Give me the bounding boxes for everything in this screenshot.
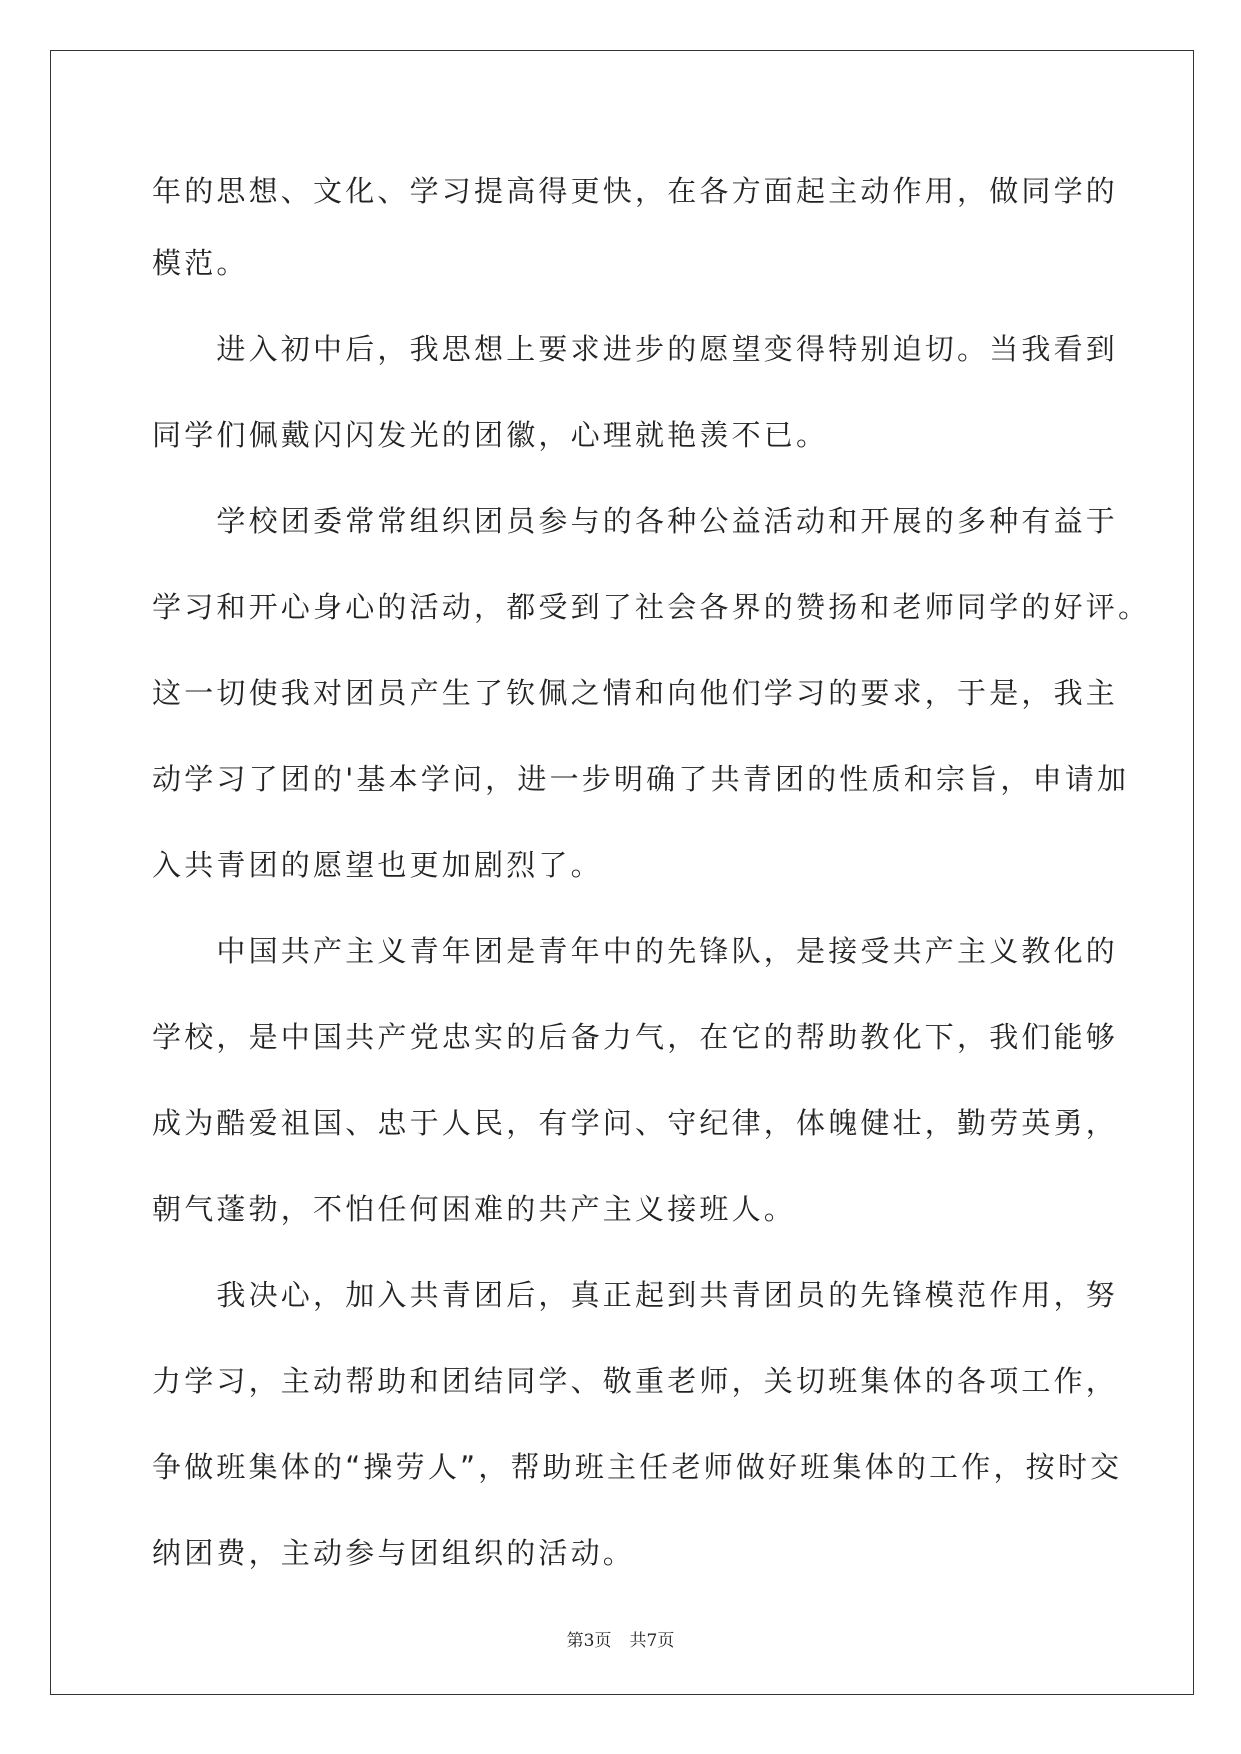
text-line: 模范。 — [152, 246, 249, 280]
page-number-total: 共7页 — [629, 1631, 675, 1651]
text-line: 朝气蓬勃，不怕任何困难的共产主义接班人。 — [152, 1192, 797, 1226]
paragraph-start-line: 中国共产主义青年团是青年中的先锋队，是接受共产主义教化的 — [152, 934, 1119, 968]
text-line: 年的思想、文化、学习提高得更快，在各方面起主动作用，做同学的 — [152, 174, 1119, 208]
text-line: 成为酷爱祖国、忠于人民，有学问、守纪律，体魄健壮，勤劳英勇， — [152, 1106, 1119, 1140]
text-line: 力学习，主动帮助和团结同学、敬重老师，关切班集体的各项工作， — [152, 1364, 1119, 1398]
page-number-current: 第3页 — [566, 1631, 612, 1651]
text-line: 动学习了团的'基本学问，进一步明确了共青团的性质和宗旨，申请加 — [152, 762, 1130, 796]
text-line: 纳团费，主动参与团组织的活动。 — [152, 1536, 636, 1570]
text-line: 这一切使我对团员产生了钦佩之情和向他们学习的要求，于是，我主 — [152, 676, 1119, 710]
text-line: 学习和开心身心的活动，都受到了社会各界的赞扬和老师同学的好评。 — [152, 590, 1151, 624]
page-footer — [0, 1626, 1241, 1651]
text-line: 学校，是中国共产党忠实的后备力气，在它的帮助教化下，我们能够 — [152, 1020, 1119, 1054]
text-line: 同学们佩戴闪闪发光的团徽，心理就艳羡不已。 — [152, 418, 829, 452]
paragraph-start-line: 进入初中后，我思想上要求进步的愿望变得特别迫切。当我看到 — [152, 332, 1119, 366]
text-line: 入共青团的愿望也更加剧烈了。 — [152, 848, 603, 882]
paragraph-start-line: 学校团委常常组织团员参与的各种公益活动和开展的多种有益于 — [152, 504, 1119, 538]
paragraph-start-line: 我决心，加入共青团后，真正起到共青团员的先锋模范作用，努 — [152, 1278, 1119, 1312]
text-line: 争做班集体的“操劳人”，帮助班主任老师做好班集体的工作，按时交 — [152, 1450, 1123, 1484]
document-body — [152, 162, 1151, 1596]
